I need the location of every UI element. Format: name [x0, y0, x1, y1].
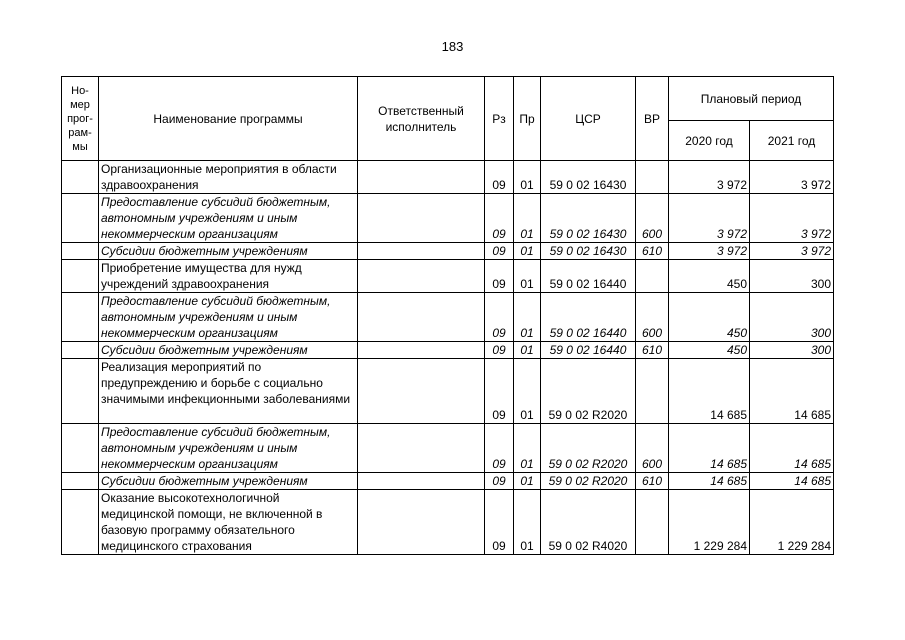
cell-vr: 610	[636, 243, 669, 260]
cell-executor	[358, 424, 485, 473]
cell-rz: 09	[485, 342, 514, 359]
cell-vr	[636, 161, 669, 194]
cell-csr: 59 0 02 16440	[541, 260, 636, 293]
cell-csr: 59 0 02 16430	[541, 194, 636, 243]
cell-program-number	[62, 161, 99, 194]
header-csr: ЦСР	[541, 77, 636, 161]
cell-program-number	[62, 293, 99, 342]
cell-2020: 450	[669, 342, 750, 359]
cell-2020: 1 229 284	[669, 490, 750, 555]
cell-executor	[358, 359, 485, 424]
table-row	[62, 243, 834, 260]
cell-name: Субсидии бюджетным учреждениям	[99, 342, 358, 359]
cell-pr: 01	[514, 424, 541, 473]
cell-2021: 14 685	[750, 473, 834, 490]
cell-vr: 610	[636, 473, 669, 490]
cell-2021: 14 685	[750, 359, 834, 424]
cell-executor	[358, 243, 485, 260]
cell-rz: 09	[485, 424, 514, 473]
header-vr: ВР	[636, 77, 669, 161]
header-planned-period: Плановый период	[669, 77, 834, 121]
header-year-2021: 2021 год	[750, 121, 834, 161]
cell-name: Организационные мероприятия в области здравоохранения	[99, 161, 358, 194]
cell-2021: 3 972	[750, 243, 834, 260]
cell-2021: 300	[750, 260, 834, 293]
cell-vr	[636, 260, 669, 293]
cell-2020: 14 685	[669, 424, 750, 473]
cell-vr	[636, 359, 669, 424]
cell-2020: 14 685	[669, 473, 750, 490]
cell-name: Предоставление субсидий бюджетным, автономным учреждениям и иным некоммерческим организациям	[99, 424, 358, 473]
cell-2021: 3 972	[750, 194, 834, 243]
cell-name: Оказание высокотехнологичной медицинской помощи, не включенной в базовую программу обязательного медицинского страхования	[99, 490, 358, 555]
cell-2020: 14 685	[669, 359, 750, 424]
cell-vr: 610	[636, 342, 669, 359]
table-row	[62, 161, 834, 194]
cell-name: Субсидии бюджетным учреждениям	[99, 473, 358, 490]
header-executor: Ответственный исполнитель	[358, 77, 485, 161]
table-row	[62, 342, 834, 359]
cell-2021: 14 685	[750, 424, 834, 473]
table-row	[62, 359, 834, 424]
cell-executor	[358, 293, 485, 342]
cell-executor	[358, 194, 485, 243]
cell-pr: 01	[514, 260, 541, 293]
cell-vr: 600	[636, 194, 669, 243]
cell-2021: 3 972	[750, 161, 834, 194]
cell-executor	[358, 260, 485, 293]
cell-csr: 59 0 02 16440	[541, 342, 636, 359]
cell-rz: 09	[485, 194, 514, 243]
cell-csr: 59 0 02 16430	[541, 243, 636, 260]
cell-pr: 01	[514, 490, 541, 555]
cell-pr: 01	[514, 473, 541, 490]
cell-csr: 59 0 02 R2020	[541, 473, 636, 490]
cell-vr: 600	[636, 293, 669, 342]
table-row	[62, 260, 834, 293]
cell-csr: 59 0 02 16440	[541, 293, 636, 342]
cell-2021: 1 229 284	[750, 490, 834, 555]
cell-csr: 59 0 02 R4020	[541, 490, 636, 555]
cell-name: Субсидии бюджетным учреждениям	[99, 243, 358, 260]
cell-name: Реализация мероприятий по предупреждению и борьбе с социально значимыми инфекционными заболеваниями	[99, 359, 358, 424]
cell-program-number	[62, 194, 99, 243]
cell-program-number	[62, 359, 99, 424]
cell-name: Приобретение имущества для нужд учреждений здравоохранения	[99, 260, 358, 293]
cell-2020: 3 972	[669, 161, 750, 194]
cell-rz: 09	[485, 260, 514, 293]
header-program-number: Но- мер прог- рам- мы	[62, 77, 99, 161]
cell-rz: 09	[485, 359, 514, 424]
cell-2021: 300	[750, 293, 834, 342]
cell-vr	[636, 490, 669, 555]
cell-pr: 01	[514, 161, 541, 194]
cell-executor	[358, 342, 485, 359]
cell-csr: 59 0 02 16430	[541, 161, 636, 194]
cell-2020: 450	[669, 293, 750, 342]
table-row	[62, 424, 834, 473]
page-number: 183	[441, 39, 464, 54]
table-row	[62, 194, 834, 243]
cell-rz: 09	[485, 243, 514, 260]
cell-rz: 09	[485, 293, 514, 342]
cell-name: Предоставление субсидий бюджетным, автономным учреждениям и иным некоммерческим организациям	[99, 194, 358, 243]
cell-executor	[358, 161, 485, 194]
cell-2020: 450	[669, 260, 750, 293]
cell-vr: 600	[636, 424, 669, 473]
table-row	[62, 490, 834, 555]
cell-2020: 3 972	[669, 194, 750, 243]
cell-pr: 01	[514, 194, 541, 243]
cell-executor	[358, 490, 485, 555]
cell-program-number	[62, 260, 99, 293]
cell-rz: 09	[485, 161, 514, 194]
cell-program-number	[62, 490, 99, 555]
header-rz: Рз	[485, 77, 514, 161]
cell-pr: 01	[514, 243, 541, 260]
cell-program-number	[62, 424, 99, 473]
cell-rz: 09	[485, 490, 514, 555]
budget-table	[61, 76, 834, 555]
cell-program-number	[62, 473, 99, 490]
header-year-2020: 2020 год	[669, 121, 750, 161]
cell-pr: 01	[514, 359, 541, 424]
cell-rz: 09	[485, 473, 514, 490]
header-program-name: Наименование программы	[99, 77, 358, 161]
cell-csr: 59 0 02 R2020	[541, 424, 636, 473]
cell-pr: 01	[514, 293, 541, 342]
cell-name: Предоставление субсидий бюджетным, автономным учреждениям и иным некоммерческим организациям	[99, 293, 358, 342]
table-row	[62, 473, 834, 490]
cell-2021: 300	[750, 342, 834, 359]
header-pr: Пр	[514, 77, 541, 161]
cell-program-number	[62, 342, 99, 359]
cell-executor	[358, 473, 485, 490]
cell-2020: 3 972	[669, 243, 750, 260]
cell-program-number	[62, 243, 99, 260]
cell-csr: 59 0 02 R2020	[541, 359, 636, 424]
table-row	[62, 293, 834, 342]
cell-pr: 01	[514, 342, 541, 359]
